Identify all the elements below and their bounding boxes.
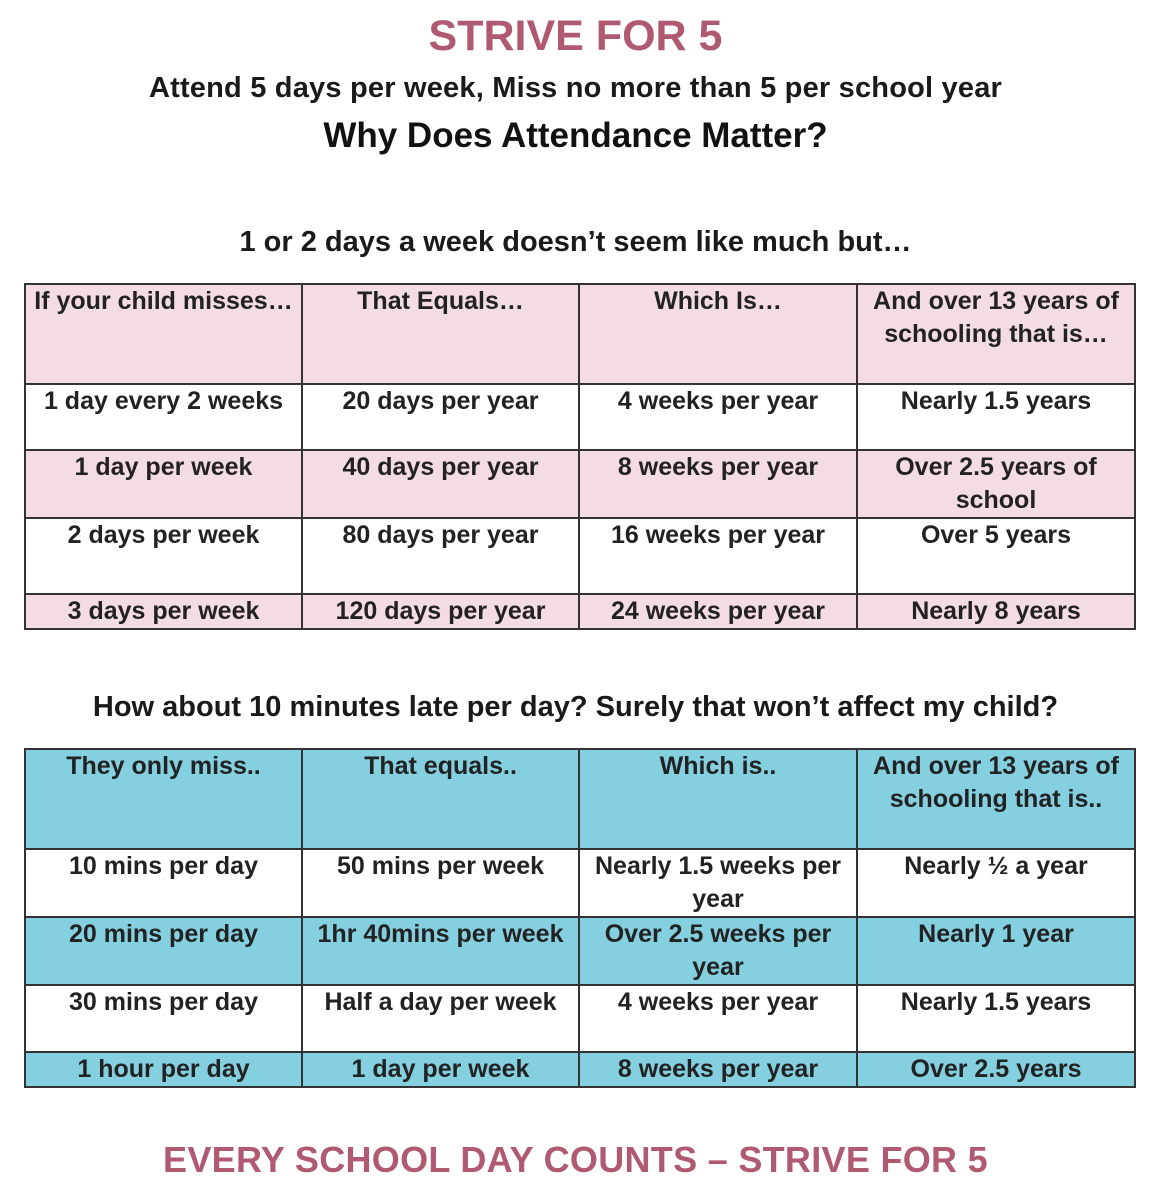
table-cell: Nearly 1.5 years: [857, 384, 1135, 450]
table-cell: 120 days per year: [302, 594, 579, 629]
table-row: [25, 450, 1135, 518]
table-cell: Over 2.5 years of school: [857, 450, 1135, 518]
table2-caption: How about 10 minutes late per day? Surely that won’t affect my child?: [92, 691, 1059, 723]
table-row: [25, 917, 1135, 985]
table-cell: 10 mins per day: [25, 849, 302, 917]
table-cell: 80 days per year: [302, 518, 579, 594]
table-cell: Nearly 1 year: [857, 917, 1135, 985]
table-cell: 1hr 40mins per week: [302, 917, 579, 985]
footer-slogan: EVERY SCHOOL DAY COUNTS – STRIVE FOR 5: [163, 1139, 988, 1180]
table-cell: 50 mins per week: [302, 849, 579, 917]
table-cell: 2 days per week: [25, 518, 302, 594]
table-cell: 8 weeks per year: [579, 1052, 857, 1087]
header-cell: And over 13 years of schooling that is…: [857, 284, 1135, 384]
table-cell: 4 weeks per year: [579, 384, 857, 450]
table-row: [25, 594, 1135, 629]
table-cell: 4 weeks per year: [579, 985, 857, 1052]
header-cell: Which is..: [579, 749, 857, 849]
table-cell: Over 5 years: [857, 518, 1135, 594]
table-cell: 20 days per year: [302, 384, 579, 450]
table-cell: 1 day per week: [25, 450, 302, 518]
table1-caption: 1 or 2 days a week doesn’t seem like much but…: [239, 226, 912, 258]
table-cell: 3 days per week: [25, 594, 302, 629]
table-header-row: [25, 284, 1135, 384]
subtitle: Attend 5 days per week, Miss no more than 5 per school year: [148, 72, 1003, 104]
table-cell: 24 weeks per year: [579, 594, 857, 629]
table-cell: Nearly ½ a year: [857, 849, 1135, 917]
table-row: [25, 1052, 1135, 1087]
table-cell: 1 day per week: [302, 1052, 579, 1087]
table-cell: 16 weeks per year: [579, 518, 857, 594]
main-heading: Why Does Attendance Matter?: [323, 116, 828, 155]
header-cell: They only miss..: [25, 749, 302, 849]
header-cell: Which Is…: [579, 284, 857, 384]
table-cell: Over 2.5 years: [857, 1052, 1135, 1087]
header-cell: That equals..: [302, 749, 579, 849]
table-cell: 20 mins per day: [25, 917, 302, 985]
table-cell: Nearly 8 years: [857, 594, 1135, 629]
table-header-row: [25, 749, 1135, 849]
minutes-late-table: [24, 748, 1136, 1088]
table-cell: 1 hour per day: [25, 1052, 302, 1087]
table-row: [25, 518, 1135, 594]
table-cell: 1 day every 2 weeks: [25, 384, 302, 450]
table-row: [25, 985, 1135, 1052]
page-title: STRIVE FOR 5: [428, 12, 723, 60]
table-cell: 8 weeks per year: [579, 450, 857, 518]
table-cell: 40 days per year: [302, 450, 579, 518]
days-missed-table: [24, 283, 1136, 630]
table-row: [25, 849, 1135, 917]
table-row: [25, 384, 1135, 450]
header-cell: That Equals…: [302, 284, 579, 384]
table-cell: 30 mins per day: [25, 985, 302, 1052]
header-cell: If your child misses…: [25, 284, 302, 384]
table-cell: Half a day per week: [302, 985, 579, 1052]
table-cell: Nearly 1.5 weeks per year: [579, 849, 857, 917]
header-cell: And over 13 years of schooling that is..: [857, 749, 1135, 849]
table-cell: Over 2.5 weeks per year: [579, 917, 857, 985]
table-cell: Nearly 1.5 years: [857, 985, 1135, 1052]
